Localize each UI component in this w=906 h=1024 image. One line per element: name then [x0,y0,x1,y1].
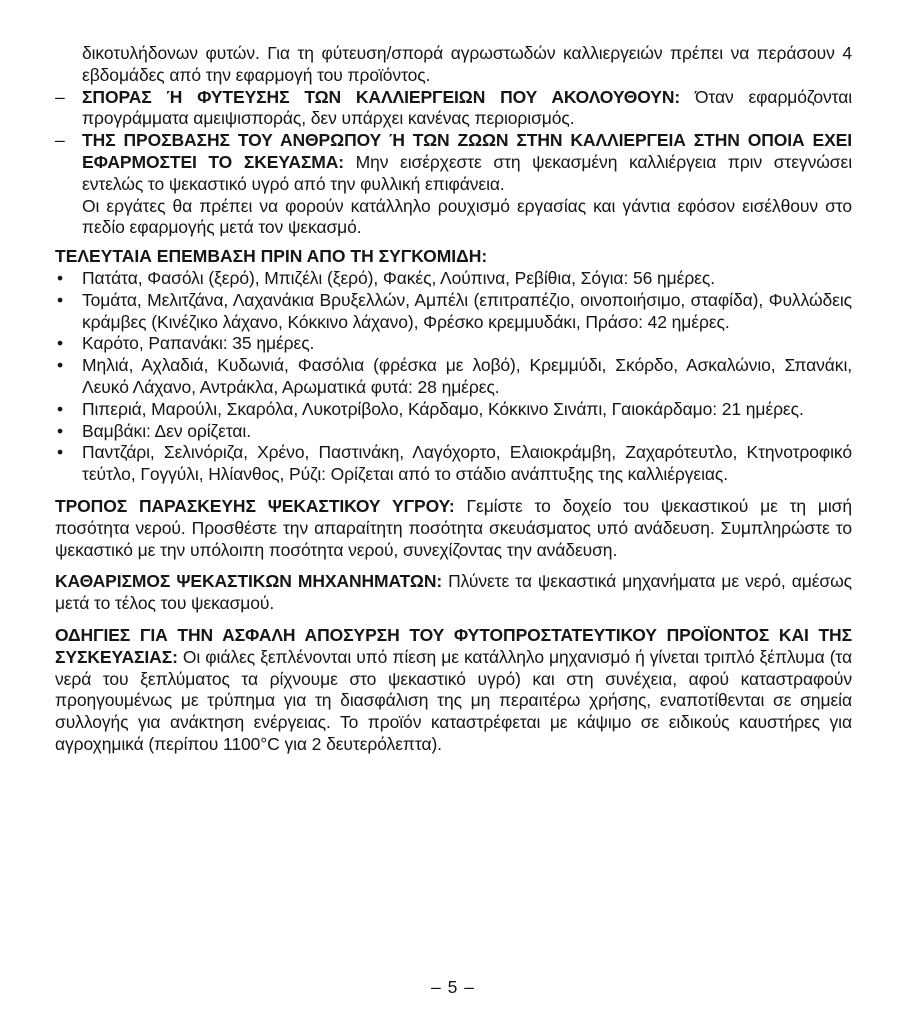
bullet-text: Καρότο, Ραπανάκι: 35 ημέρες. [82,333,315,354]
section-text: Πλύνετε τα ψεκαστικά μηχανήματα με νερό, αμέσως μετά το τέλος του ψεκασμού. [55,571,853,614]
bullet-item [55,442,852,486]
bullet-item [55,268,852,290]
section-title: ΚΑΘΑΡΙΣΜΟΣ ΨΕΚΑΣΤΙΚΩΝ ΜΗΧΑΝΗΜΑΤΩΝ: [55,571,443,592]
bullet-icon: • [57,398,64,419]
bullet-icon: • [57,420,64,441]
dash-item-text: Μην εισέρχεστε στη ψεκασμένη καλλιέργεια πριν στεγνώσει εντελώς το ψεκαστικό υγρό από την φυλλική επιφάνεια. [82,151,852,194]
bullet-item [55,333,852,355]
section-safe-disposal [55,625,852,756]
dash-marker: – [55,130,65,151]
bullet-item [55,355,852,399]
bullet-text: Βαμβάκι: Δεν ορίζεται. [82,420,251,441]
dash-item-extra-paragraph: Οι εργάτες θα πρέπει να φορούν κατάλληλο ρουχισμό εργασίας και γάντια εφόσον εισέλθουν στο πεδίο εφαρμογής μετά τον ψεκασμό. [82,195,852,238]
dash-list-item-sowing [55,87,852,131]
bullet-text: Πιπεριά, Μαρούλι, Σκαρόλα, Λυκοτρίβολο, Κάρδαμο, Κόκκινο Σινάπι, Γαιοκάρδαμο: 21 ημέρες. [82,398,804,419]
bullet-text: Παντζάρι, Σελινόριζα, Χρένο, Παστινάκη, Λαγόχορτο, Ελαιοκράμβη, Ζαχαρότευτλο, Κτηνοτροφικό τεύτλο, Γογγύλι, Ηλίανθος, Ρύζι: Ορίζεται από το στάδιο ανάπτυξης της καλλιέργειας. [82,442,852,485]
dash-list-item-access [55,130,852,239]
dash-item-title: ΣΠΟΡΑΣ Ή ΦΥΤΕΥΣΗΣ ΤΩΝ ΚΑΛΛΙΕΡΓΕΙΩΝ ΠΟΥ ΑΚΟΛΟΥΘΟΥΝ: [82,86,681,107]
section-title: ΟΔΗΓΙΕΣ ΓΙΑ ΤΗΝ ΑΣΦΑΛΗ ΑΠΟΣΥΡΣΗ ΤΟΥ ΦΥΤΟΠΡΟΣΤΑΤΕΥΤΙΚΟΥ ΠΡΟΪΟΝΤΟΣ ΚΑΙ ΤΗΣ ΣΥΣΚΕΥΑΣΙΑΣ: [55,624,852,667]
bullet-icon: • [57,333,64,354]
page-content [55,43,852,756]
bullet-icon: • [57,289,64,310]
bullet-text: Πατάτα, Φασόλι (ξερό), Μπιζέλι (ξερό), Φακές, Λούπινα, Ρεβίθια, Σόγια: 56 ημέρες. [82,267,715,288]
dash-item-text: Όταν εφαρμόζονται προγράμματα αμειψισποράς, δεν υπάρχει κανένας περιορισμός. [82,86,853,129]
section-text: Γεμίστε το δοχείο του ψεκαστικού με τη μισή ποσότητα νερού. Προσθέστε την απαραίτητη ποσότητα σκευάσματος υπό ανάδευση. Συμπληρώστε το ψεκαστικό με την υπόλοιπη ποσότητα νερού, συνεχίζοντας την ανάδευση. [55,495,853,560]
bullet-item [55,399,852,421]
section-text: Οι φιάλες ξεπλένονται υπό πίεση με κατάλληλο μηχανισμό ή γίνεται τριπλό ξέπλυμα (τα νερά του ξεπλύματος τα ρίχνουμε στο ψεκαστικό υγρό) και στη συνέχεια, αφού καταστραφούν προηγουμένως με τρύπημα για τη διασφάλιση της μη περαιτέρω χρήσης, εναποτίθενται σε σημεία συλλογής για ανάκτηση ενέργειας. Το προϊόν καταστρέφεται με κάψιμο σε ειδικούς καυστήρες για αγροχημικά (περίπου 1100°C για 2 δευτερόλεπτα). [55,646,853,754]
dash-item-title: ΤΗΣ ΠΡΟΣΒΑΣΗΣ ΤΟΥ ΑΝΘΡΩΠΟΥ Ή ΤΩΝ ΖΩΩΝ ΣΤΗΝ ΚΑΛΛΙΕΡΓΕΙΑ ΣΤΗΝ ΟΠΟΙΑ ΕΧΕΙ ΕΦΑΡΜΟΣΤΕΙ ΤΟ ΣΚΕΥΑΣΜΑ: [82,130,852,172]
section-heading-pre-harvest: ΤΕΛΕΥΤΑΙΑ ΕΠΕΜΒΑΣΗ ΠΡΙΝ ΑΠΟ ΤΗ ΣΥΓΚΟΜΙΔΗ: [55,246,488,267]
bullet-text: Τομάτα, Μελιτζάνα, Λαχανάκια Βρυξελλών, Αμπέλι (επιτραπέζιο, οινοποιήσιμο, σταφίδα), Φυλλώδεις κράμβες (Κινέζικο λάχανο, Κόκκινο λάχανο), Φρέσκο κρεμμυδάκι, Πράσο: 42 ημέρες. [82,289,852,332]
bullet-icon: • [57,355,64,376]
intro-paragraph-text: δικοτυλήδονων φυτών. Για τη φύτευση/σπορά αγρωστωδών καλλιεργειών πρέπει να περάσουν 4 εβδομάδες από την εφαρμογή του προϊόντος. [82,43,852,85]
intro-paragraph [55,43,852,87]
bullet-text: Μηλιά, Αχλαδιά, Κυδωνιά, Φασόλια (φρέσκα με λοβό), Κρεμμύδι, Σκόρδο, Ασκαλώνιο, Σπανάκι, Λευκό Λάχανο, Αντράκλα, Αρωματικά φυτά: 28 ημέρες. [82,355,852,397]
section-spray-preparation [55,496,852,561]
bullet-icon: • [57,442,64,463]
section-title: ΤΡΟΠΟΣ ΠΑΡΑΣΚΕΥΗΣ ΨΕΚΑΣΤΙΚΟΥ ΥΓΡΟΥ: [55,495,455,516]
bullet-icon: • [57,267,64,288]
dash-marker: – [55,86,65,107]
page-number: – 5 – [431,977,475,997]
section-equipment-cleaning [55,571,852,615]
bullet-item [55,421,852,443]
bullet-item [55,290,852,334]
